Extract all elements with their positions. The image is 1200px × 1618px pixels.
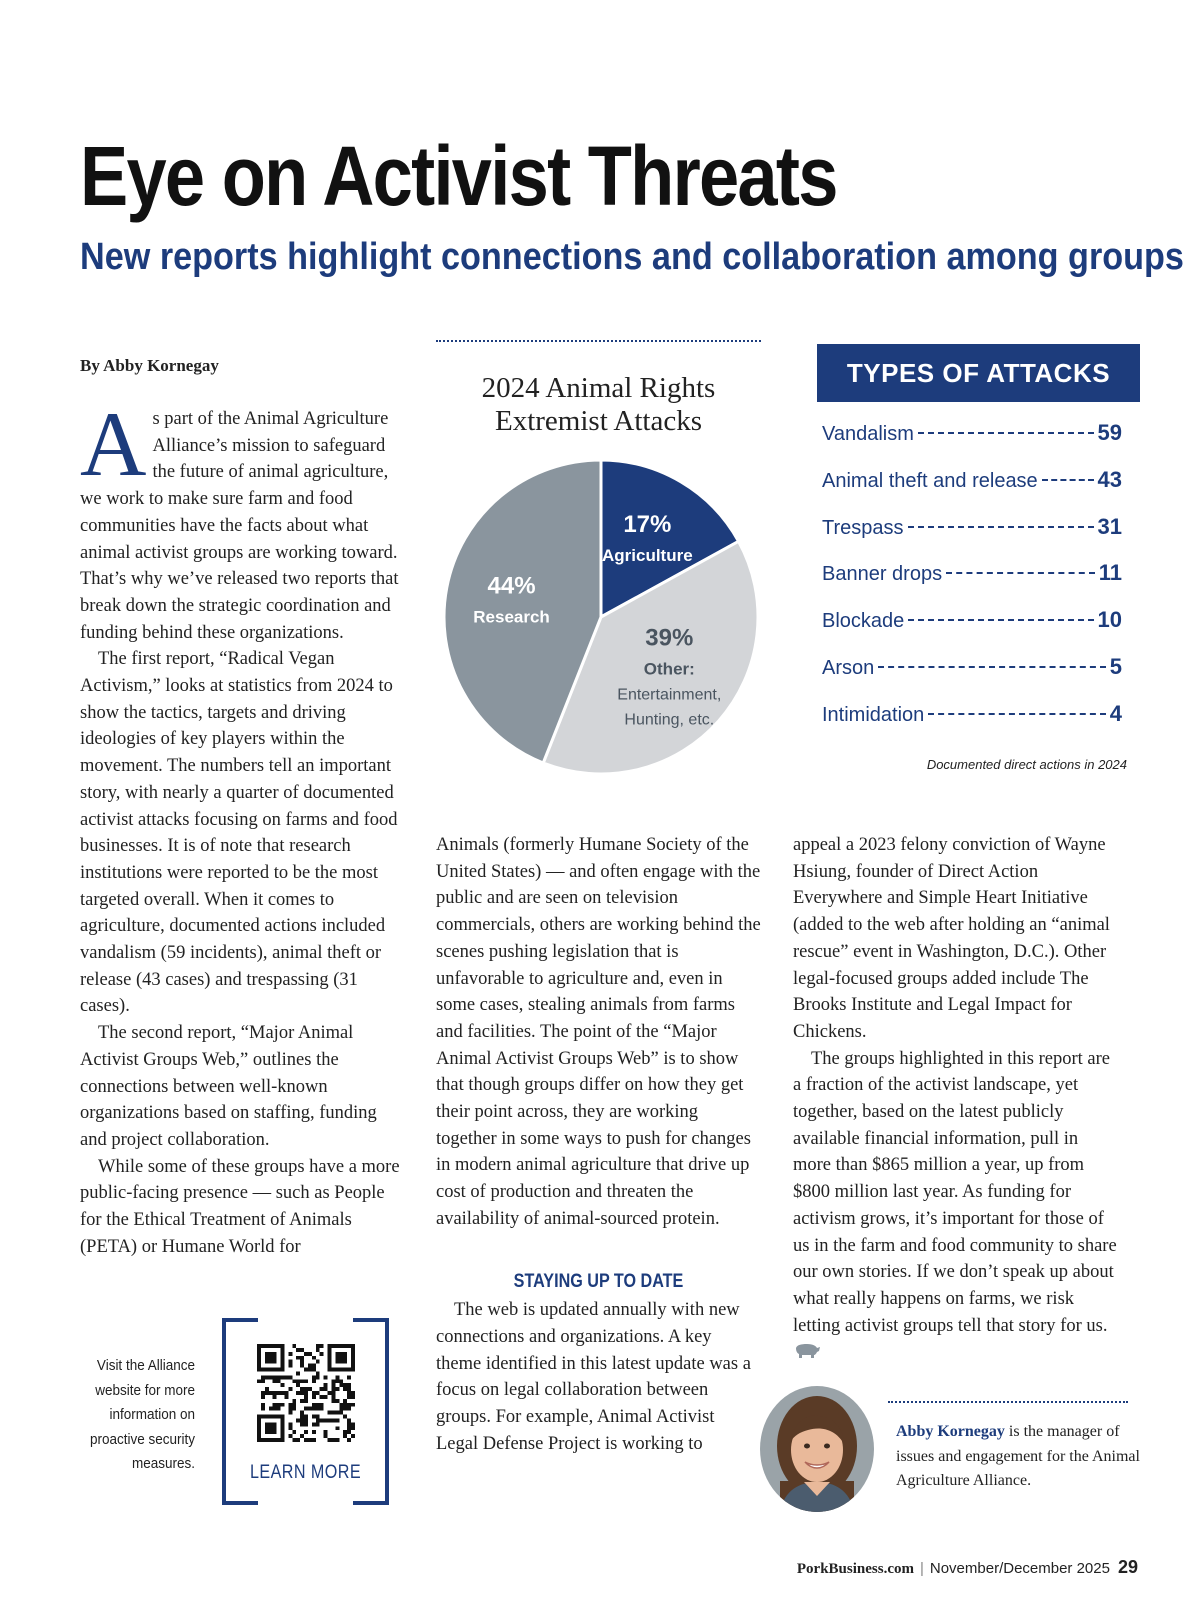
attack-type-label: Blockade [822, 610, 905, 633]
page-number: 29 [1117, 1557, 1138, 1577]
slice-category-label: Other: [643, 659, 695, 679]
attack-type-row [822, 654, 1122, 701]
leader-dashes [878, 666, 1106, 668]
attack-type-label: Animal theft and release [822, 469, 1038, 492]
slice-category-label: Research [473, 607, 550, 627]
article-paragraph [80, 393, 405, 646]
attack-type-count: 4 [1109, 700, 1122, 726]
attack-type-count: 10 [1097, 607, 1122, 633]
qr-description: Visit the Alliance website for more information on proactive security measures. [89, 1357, 195, 1472]
attack-type-count: 43 [1097, 466, 1122, 492]
chart-title: 2024 Animal Rights Extremist Attacks [481, 372, 716, 437]
frame-edge [385, 1318, 389, 1505]
types-of-attacks-header: TYPES OF ATTACKS [817, 344, 1140, 402]
leader-dashes [946, 572, 1095, 574]
footer-site: PorkBusiness.com [796, 1561, 914, 1577]
attack-type-label: Vandalism [822, 423, 914, 445]
author-name: Abby Kornegay [896, 1423, 1005, 1440]
footer-separator: | [919, 1560, 924, 1577]
article-paragraph: The first report, “Radical Vegan Activism,” looks at statistics from 2024 to show the tactics, targets and driving ideologies of key players within the movement. The numbers tell an important story, with nearly a quarter of documented activist attacks focusing on farms and food businesses. It is of note that research institutions were reported to be the most targeted overall. When it comes to agriculture, documented actions included vandalism (59 incidents), animal theft or release (43 cases) and trespassing (31 cases). [80, 649, 398, 1017]
slice-percent-label: 39% [645, 624, 694, 652]
leader-dashes [918, 432, 1094, 434]
pie-chart [440, 456, 762, 778]
article-paragraph: The web is updated annually with new connections and organizations. A key theme identified in this latest update was a focus on legal collaboration between groups. For example, Animal Activist Legal Defense Project is working to [436, 1300, 751, 1454]
leader-dashes [928, 713, 1105, 715]
paragraph-text: The groups highlighted in this report are a fraction of the activist landscape, yet together, based on the latest publicly available financial information, pull in more than $865 million a year, up from $800 million last year. As funding for activism grows, it’s important for those of us in the farm and food community to share our own stories. If we don’t speak up about what really happens on farms, we risk letting activist groups tell that story for us. [793, 1048, 1117, 1336]
leader-dashes [908, 619, 1093, 621]
attack-type-label: Trespass [822, 516, 904, 539]
attack-type-row [822, 420, 1122, 467]
author-photo [760, 1386, 874, 1512]
slice-percent-label: 17% [623, 511, 672, 539]
types-of-attacks-note: Documented direct actions in 2024 [926, 757, 1127, 772]
leader-dashes [908, 526, 1094, 528]
author-avatar [760, 1386, 874, 1512]
author-bio-text: is the manager of issues and engagement for the Animal Agriculture Alliance. [896, 1423, 1140, 1489]
slice-sublabel: Hunting, etc. [624, 711, 715, 729]
attack-type-label: Banner drops [822, 563, 943, 586]
drop-cap: A [80, 393, 147, 495]
page-footer [797, 1557, 1138, 1578]
page-subtitle: New reports highlight connections and collaboration among groups [80, 236, 1184, 278]
author-bio [896, 1420, 1146, 1494]
attack-type-label: Intimidation [822, 703, 925, 726]
article-column-1 [80, 393, 405, 1261]
qr-learn-more[interactable] [222, 1318, 389, 1505]
article-column-2 [436, 832, 761, 1457]
frame-edge [222, 1318, 226, 1505]
attack-type-label: Arson [822, 656, 875, 679]
article-paragraph: Animals (formerly Humane Society of the United States) — and often engage with the public and are seen on television commercials, others are working behind the scenes pushing legislation that is unfavorable to agriculture and, even in some cases, stealing animals from farms and facilities. The point of the “Major Animal Activist Groups Web” is to show that though groups differ on how they get their point across, they are working together in some ways to push for changes in modern animal agriculture that drive up cost of production and threaten the availability of animal-sourced protein. [436, 835, 761, 1229]
frame-corner [353, 1318, 389, 1354]
page-title: Eye on Activist Threats [80, 129, 837, 223]
attack-type-count: 31 [1097, 513, 1122, 539]
attack-type-count: 11 [1098, 560, 1122, 586]
attack-type-row [822, 701, 1122, 748]
attack-type-row [822, 467, 1122, 514]
frame-corner [222, 1318, 258, 1354]
byline: By Abby Kornegay [80, 356, 219, 375]
article-paragraph: appeal a 2023 felony conviction of Wayne Hsiung, founder of Direct Action Everywhere and Simple Heart Initiative (added to the web after holding an “animal rescue” event in Washington, D.C.). Other legal-focused groups added include The Brooks Institute and Legal Impact for Chickens. [793, 835, 1110, 1042]
article-column-3 [793, 832, 1120, 1366]
attack-type-row [822, 560, 1122, 607]
paragraph-text: s part of the Animal Agriculture Alliance’s mission to safeguard the future of animal agriculture, we work to make sure farm and food communities have the facts about what animal activist groups are working toward. That’s why we’ve released two reports that break down the strategic coordination and funding behind these organizations. [80, 409, 399, 643]
slice-percent-label: 44% [487, 572, 536, 600]
types-of-attacks-list [822, 420, 1122, 748]
attack-type-row [822, 607, 1122, 654]
attack-type-row [822, 514, 1122, 561]
pig-icon [793, 1343, 821, 1359]
attack-type-count: 59 [1097, 420, 1122, 445]
qr-code-icon[interactable] [257, 1344, 355, 1442]
chart-divider [436, 340, 761, 342]
article-paragraph [793, 1046, 1120, 1366]
slice-category-label: Agriculture [602, 546, 693, 566]
article-paragraph: While some of these groups have a more public-facing presence — such as People for the Ethical Treatment of Animals (PETA) or Humane World for [80, 1156, 400, 1257]
leader-dashes [1042, 479, 1094, 481]
footer-issue: November/December 2025 [929, 1560, 1110, 1577]
learn-more-button[interactable]: LEARN MORE [249, 1462, 362, 1483]
attack-type-count: 5 [1109, 653, 1122, 679]
author-divider [888, 1401, 1128, 1403]
slice-sublabel: Entertainment, [617, 686, 722, 704]
article-paragraph: The second report, “Major Animal Activist Groups Web,” outlines the connections between well-known organizations based on staffing, funding and project collaboration. [80, 1023, 377, 1150]
section-subhead: STAYING UP TO DATE [513, 1270, 684, 1292]
